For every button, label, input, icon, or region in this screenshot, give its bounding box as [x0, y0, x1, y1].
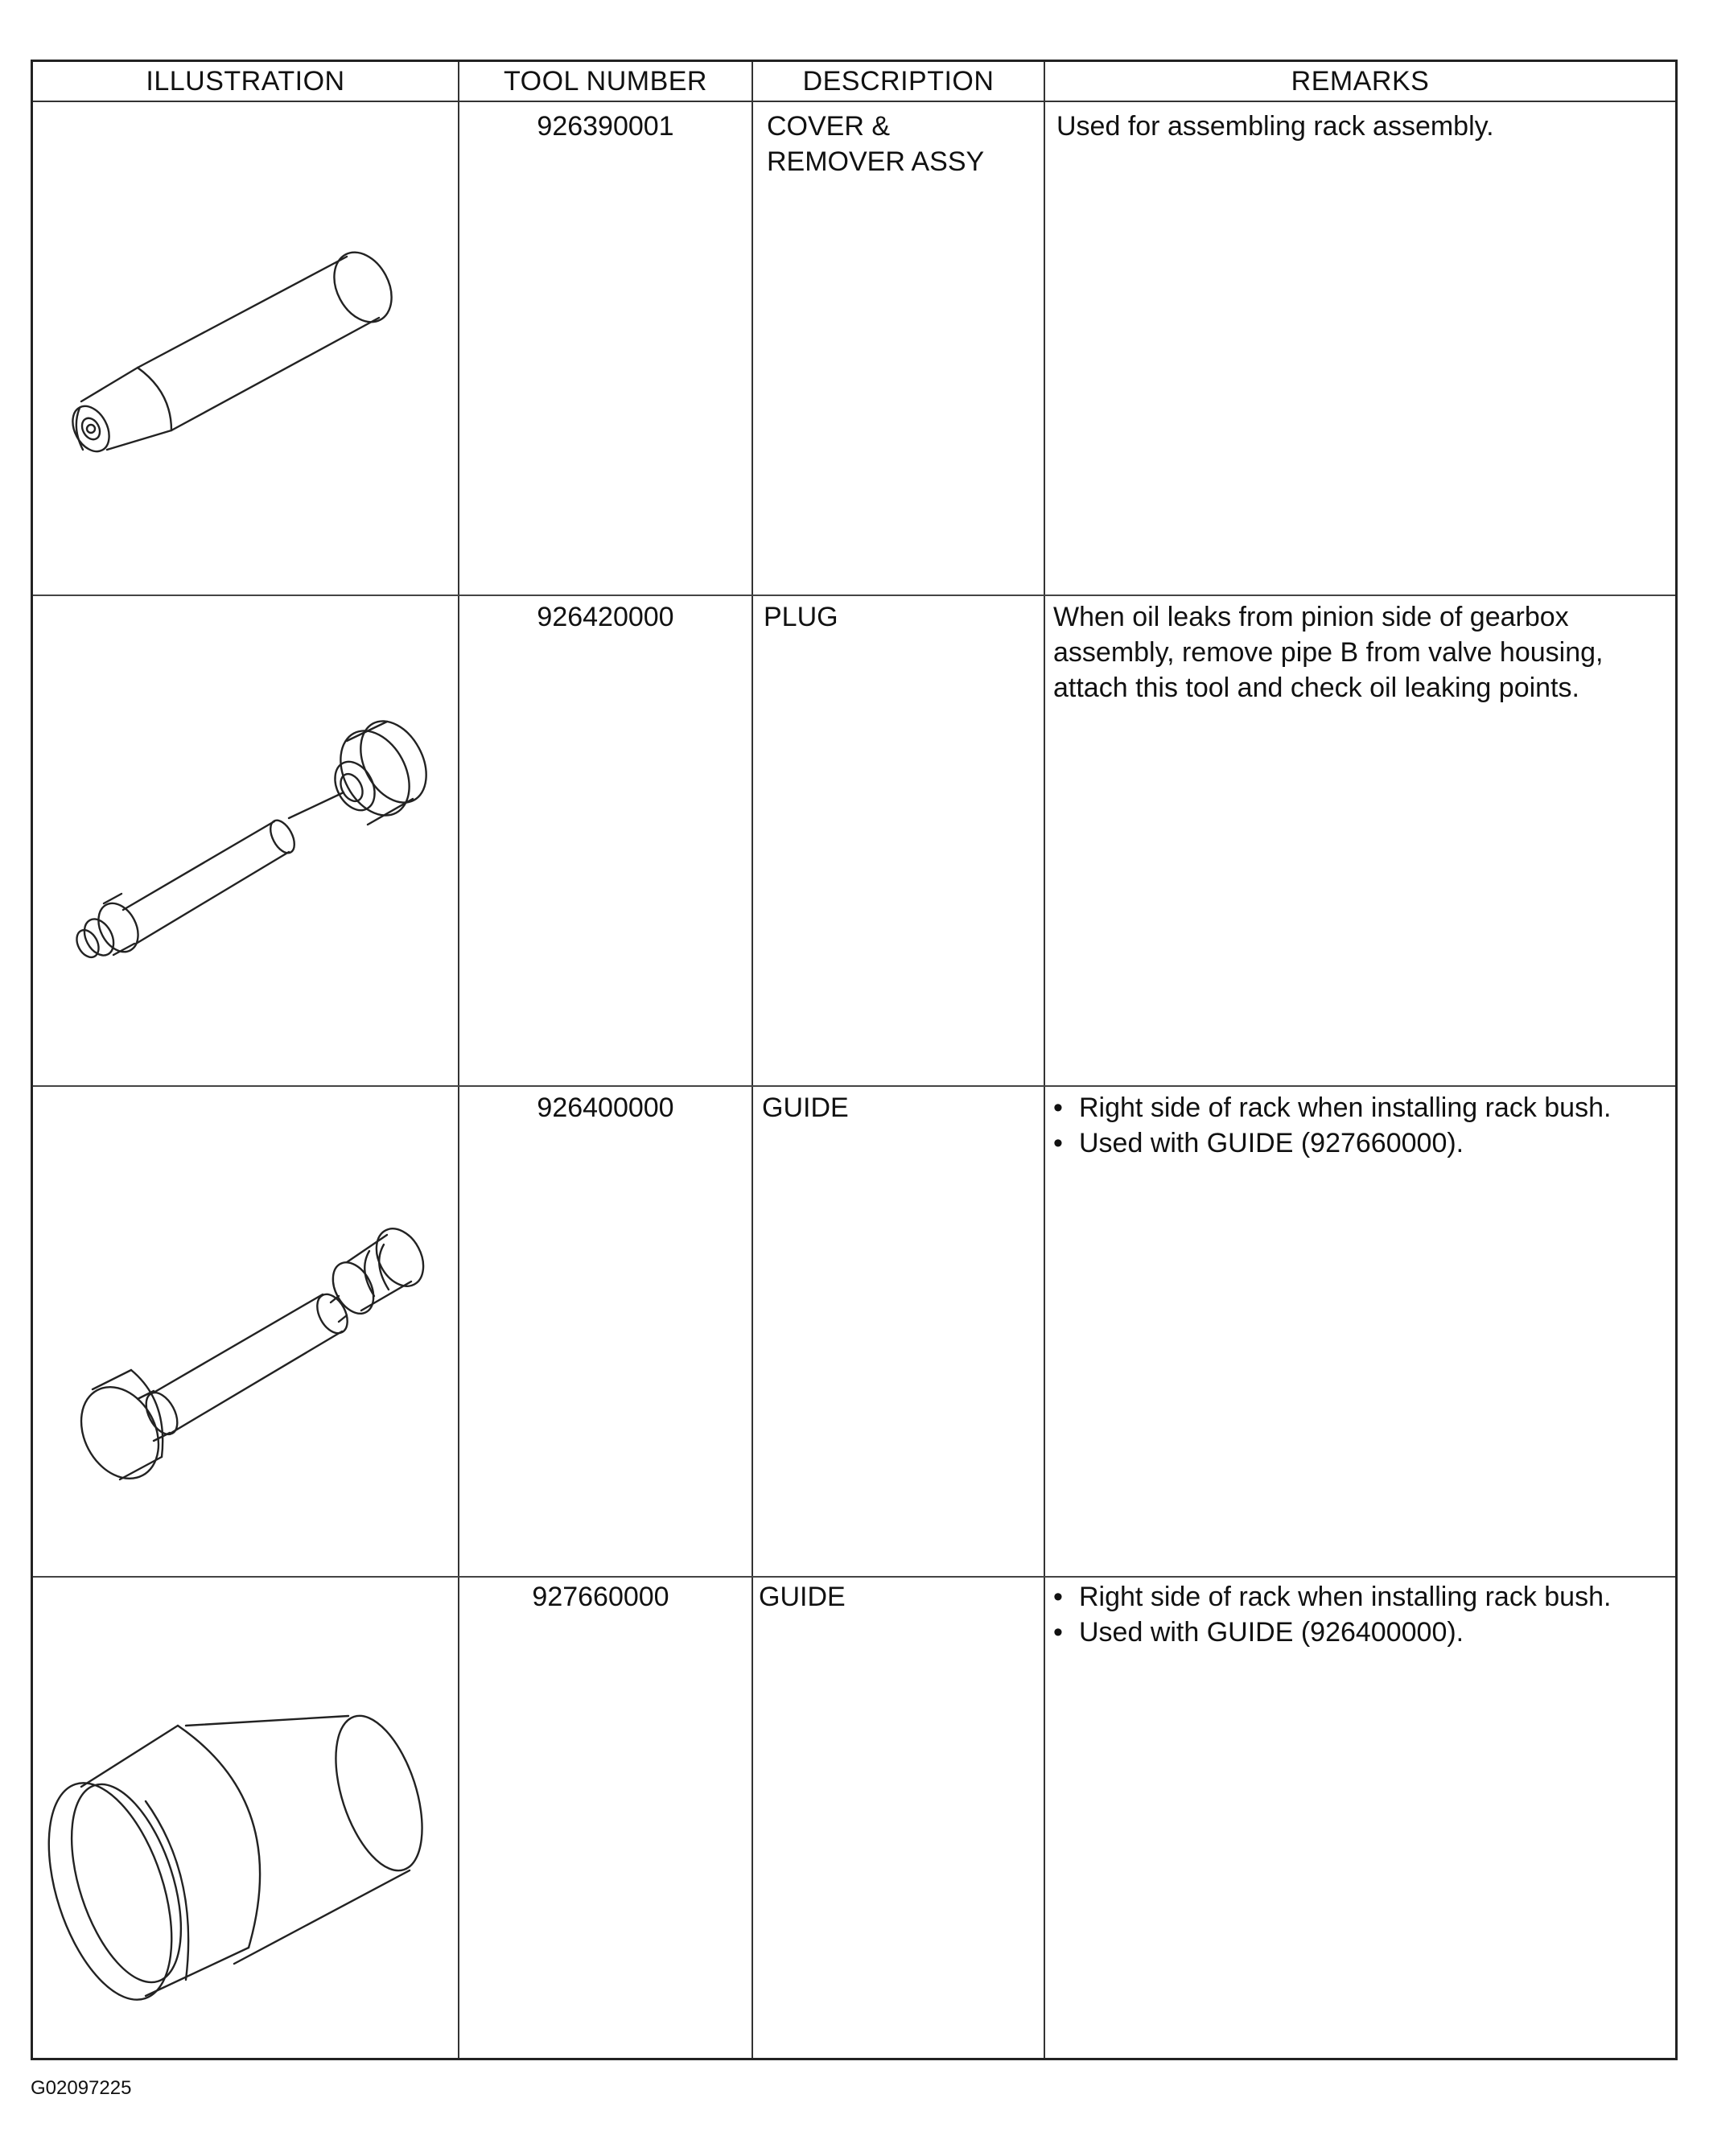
table-row — [33, 596, 1675, 1085]
remark-text: When oil leaks from pinion side of gearbox — [1053, 602, 1569, 632]
table-header-row — [33, 62, 1675, 102]
remark-bullet: • Used with GUIDE (926400000). — [1048, 1615, 1611, 1650]
description-line: COVER & — [767, 111, 891, 142]
cover-remover-tool-icon — [33, 134, 458, 585]
remark-text: assembly, remove pipe B from valve housing, — [1053, 637, 1604, 668]
description-line: GUIDE — [759, 1582, 846, 1612]
description-line: GUIDE — [762, 1092, 849, 1123]
figure-id: G02097225 — [31, 2077, 132, 2099]
description-line: REMOVER ASSY — [767, 146, 985, 177]
table-row — [33, 1578, 1675, 2060]
tool-number: 926420000 — [537, 602, 674, 632]
description-line: PLUG — [764, 602, 838, 632]
remarks-list — [1048, 1579, 1611, 1650]
guide-sleeve-tool-icon — [33, 1642, 458, 2044]
remarks-list — [1048, 1090, 1611, 1161]
remark-bullet: • Right side of rack when installing rack bush. — [1048, 1090, 1611, 1125]
table-row — [33, 102, 1675, 595]
table-row — [33, 1087, 1675, 1576]
header-description: DESCRIPTION — [802, 66, 995, 97]
remark-bullet: • Right side of rack when installing rack bush. — [1048, 1579, 1611, 1615]
tool-number: 927660000 — [532, 1582, 669, 1612]
remark-bullet: • Used with GUIDE (927660000). — [1048, 1125, 1611, 1161]
remark-text: Used for assembling rack assembly. — [1056, 111, 1494, 142]
remark-text: attach this tool and check oil leaking points. — [1053, 673, 1579, 703]
plug-tool-icon — [33, 693, 458, 1071]
tool-number: 926390001 — [537, 111, 674, 142]
header-illustration: ILLUSTRATION — [146, 66, 345, 97]
tool-number: 926400000 — [537, 1092, 674, 1123]
header-tool-number: TOOL NUMBER — [504, 66, 707, 97]
header-remarks: REMARKS — [1291, 66, 1430, 97]
special-tools-table — [31, 60, 1678, 2060]
guide-rod-tool-icon — [33, 1167, 458, 1553]
